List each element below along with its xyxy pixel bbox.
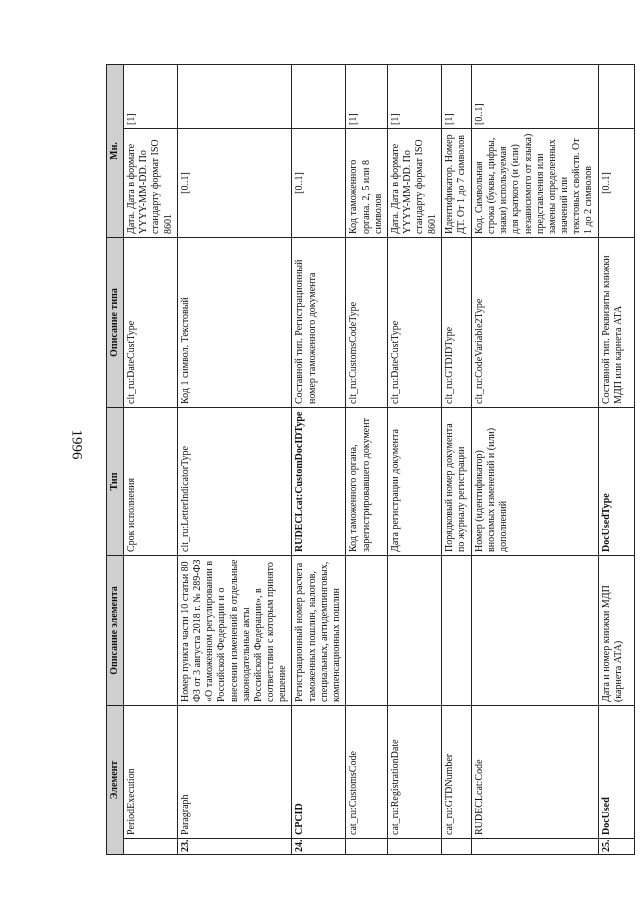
row-number [388, 839, 442, 855]
element-name: PeriodExecution [124, 706, 178, 839]
row-number: 25. [598, 839, 634, 855]
element-name: CPCID [292, 706, 346, 839]
element-name: cat_ru:GTDNumber [441, 706, 471, 839]
multiplicity [292, 64, 346, 128]
table-row [388, 64, 442, 854]
header-description: Описание элемента [107, 556, 124, 706]
type-description: clt_ru:DateCustType [124, 238, 178, 408]
type-description: clt_ru:DateCustType [388, 238, 442, 408]
type-description: clt_ru:CustomsCodeType [346, 238, 388, 408]
row-number [441, 839, 471, 855]
header-element: Элемент [107, 706, 124, 855]
type-description: Код 1 символ. Текстовый [177, 238, 292, 408]
element-type: RUDECLcat:CustomDocIDType [292, 408, 346, 556]
type-values: Код таможенного органа. 2, 5 или 8 символов [346, 129, 388, 238]
element-description [388, 556, 442, 706]
element-type: Номер (идентификатор) вносимых изменений и (или) дополнений [471, 408, 598, 556]
element-type: Дата регистрации документа [388, 408, 442, 556]
element-type: Порядковый номер документа по журналу регистрации [441, 408, 471, 556]
elements-table [106, 64, 635, 855]
table-row [598, 64, 634, 854]
type-values: Идентификатор. Номер ДТ. От 1 до 7 символов [441, 129, 471, 238]
element-name: cat_ru:RegistrationDate [388, 706, 442, 839]
multiplicity [598, 64, 634, 128]
multiplicity: [1] [441, 64, 471, 128]
element-description [471, 556, 598, 706]
type-description: Составной тип. Реквизиты книжки МДП или карнета АТА [598, 238, 634, 408]
type-description: Составной тип. Регистрационный номер таможенного документа [292, 238, 346, 408]
rotated-table-container [106, 65, 624, 855]
multiplicity [177, 64, 292, 128]
element-name: Paragraph [177, 706, 292, 839]
element-description [124, 556, 178, 706]
type-values: Дата. Дата в формате YYYY-MM-DD. По стандарту формат ISO 8601 [388, 129, 442, 238]
type-description: clt_ru:CodeVariable2Type [471, 238, 598, 408]
row-number [124, 839, 178, 855]
multiplicity: [1] [124, 64, 178, 128]
row-number [346, 839, 388, 855]
element-type: DocUsedType [598, 408, 634, 556]
header-type-description: Описание типа [107, 238, 124, 408]
element-name: RUDECLcat:Code [471, 706, 598, 839]
element-name: DocUsed [598, 706, 634, 839]
element-description [346, 556, 388, 706]
type-values: [0..1] [177, 129, 292, 238]
table-row [471, 64, 598, 854]
element-name: cat_ru:CustomsCode [346, 706, 388, 839]
type-description: clt_ru:GTDIDType [441, 238, 471, 408]
header-type: Тип [107, 408, 124, 556]
row-number [471, 839, 598, 855]
type-values: Код. Символьная строка (буквы, цифры, знаки) используемая для краткого (и (или) независимого от языка) представления или замены определенных значений или текстовых свойств. От 1 до 2 символов [471, 129, 598, 238]
type-values: [0..1] [292, 129, 346, 238]
table-header-row [107, 64, 124, 854]
table-row [441, 64, 471, 854]
table-row [177, 64, 292, 854]
multiplicity: [1] [346, 64, 388, 128]
element-description: Дата и номер книжки МДП (карнета АТА) [598, 556, 634, 706]
page-number: 1996 [68, 429, 85, 460]
row-number: 24. [292, 839, 346, 855]
element-description: Регистрационный номер расчета таможенных пошлин, налогов, специальных, антидемпинговых, компенсационных пошлин [292, 556, 346, 706]
row-number: 23. [177, 839, 292, 855]
element-type: Код таможенного органа, зарегистрировавшего документ [346, 408, 388, 556]
element-type: Срок исполнения [124, 408, 178, 556]
type-values: [0..1] [598, 129, 634, 238]
table-row [346, 64, 388, 854]
type-values: Дата. Дата в формате YYYY-MM-DD. По стандарту формат ISO 8601 [124, 129, 178, 238]
element-type: clt_ru:LetterIndicatorType [177, 408, 292, 556]
element-description [441, 556, 471, 706]
multiplicity: [1] [388, 64, 442, 128]
multiplicity: [0..1] [471, 64, 598, 128]
table-row [124, 64, 178, 854]
table-row [292, 64, 346, 854]
element-description: Номер пункта части 10 статьи 80 ФЗ от 3 августа 2018 г. № 289-ФЗ «О таможенном регулировании в Российской Федерации и о внесении изменений в отдельные законодательные акты Российской Федерации», в соответствии с которым принято решение [177, 556, 292, 706]
header-multiplicity: Мн. [107, 64, 124, 237]
